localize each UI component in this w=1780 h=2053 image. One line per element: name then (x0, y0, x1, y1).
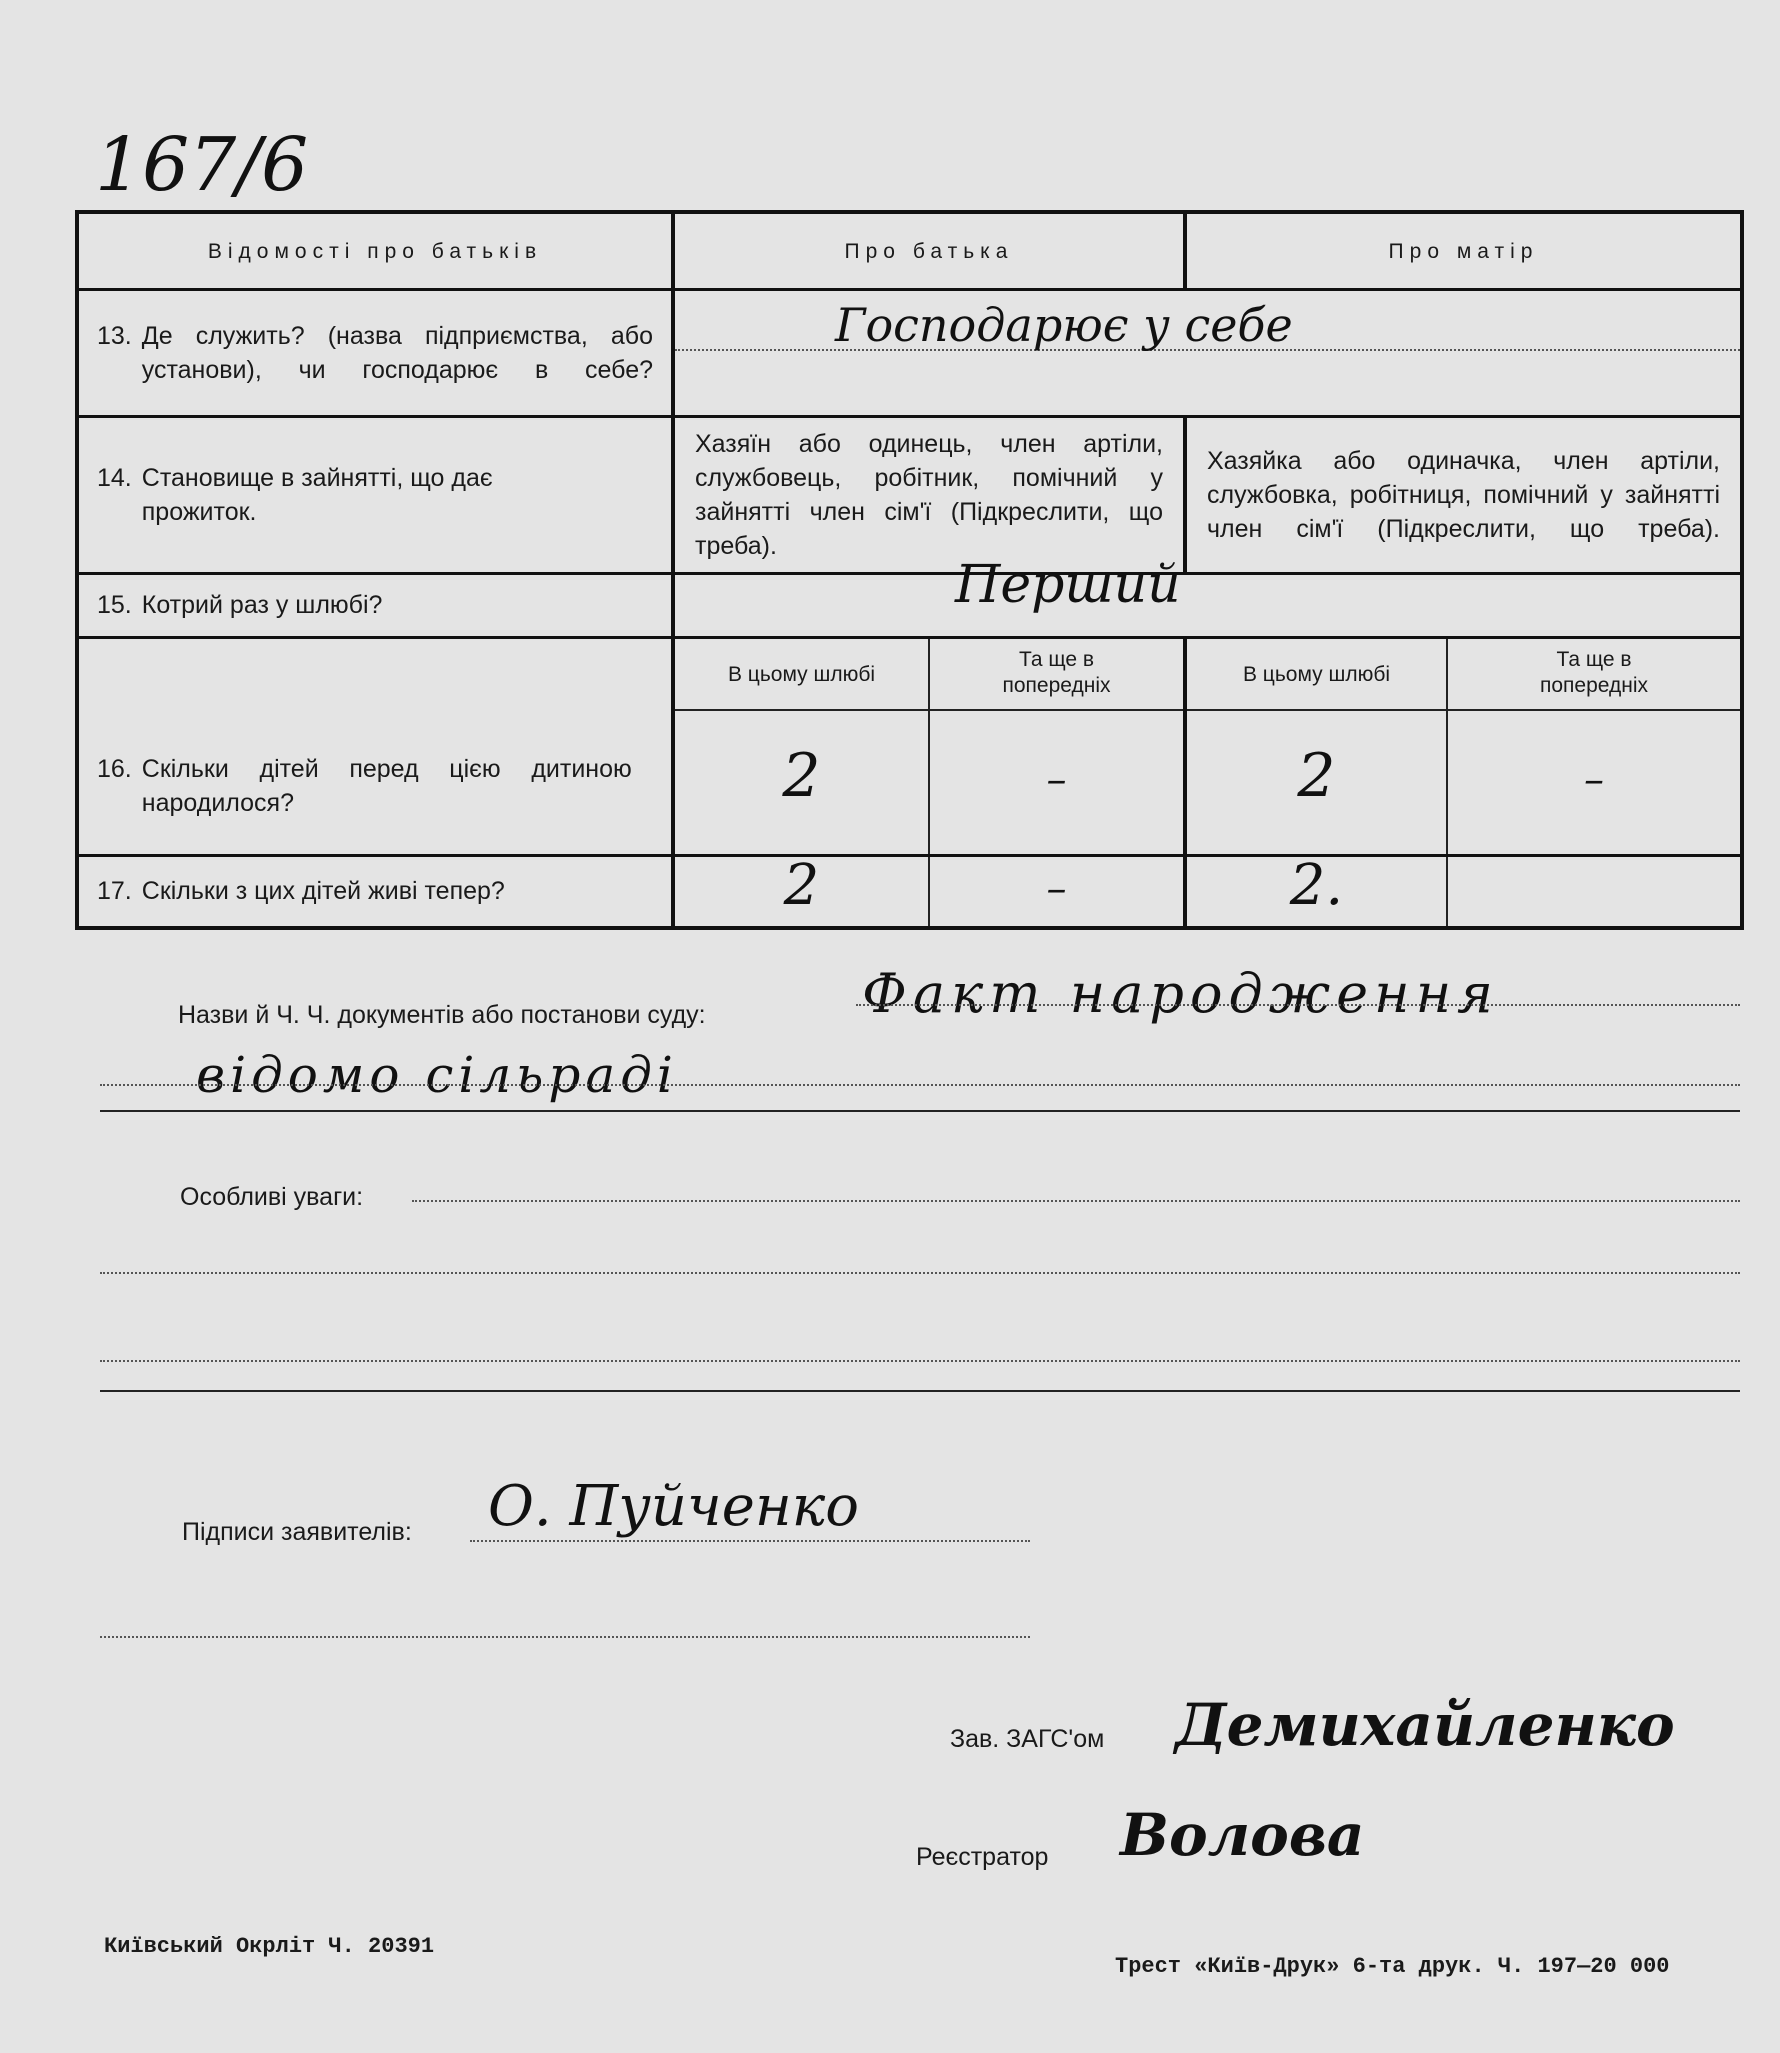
row-13-question: 13. Де служить? (назва підприємства, або установи), чи господарює в себе? (77, 290, 673, 417)
row-17-father-this: 2 (673, 855, 929, 928)
header-father: Про батька (673, 212, 1185, 290)
row-17-question: 17. Скільки з цих дітей живі тепер? (77, 855, 673, 928)
footer-right: Трест «Київ-Друк» 6-та друк. Ч. 197—20 000 (1115, 1954, 1670, 1979)
registrar-label: Реєстратор (916, 1843, 1049, 1871)
documents-label: Назви й Ч. Ч. документів або постанови суду: (178, 1001, 706, 1029)
subheader-father-this-marriage: В цьому шлюбі (673, 637, 929, 710)
row-13-answer (673, 290, 1742, 417)
header-parents-info: Відомості про батьків (77, 212, 673, 290)
row-16-father-this: 2 (673, 710, 929, 855)
row-15-answer-text: Перший (955, 554, 1181, 615)
archive-number: 167/6 (95, 122, 309, 208)
subheader-father-previous: Та ще в попередніх (929, 637, 1185, 710)
row-14-father-options: Хазяїн або одинець, член артіли, службовець, робітник, помічний у зайнятті член сім'ї (Підкреслити, що треба). (673, 416, 1185, 573)
row-14-mother-options: Хазяйка або одиначка, член артіли, службовка, робітниця, помічний у зайнятті член сім'ї (Підкреслити, що треба). (1185, 416, 1742, 573)
row-17-mother-previous (1447, 855, 1742, 928)
row-16-father-previous: – (929, 710, 1185, 855)
applicant-signature: О. Пуйченко (488, 1474, 859, 1539)
applicants-signature-label: Підписи заявителів: (182, 1518, 412, 1546)
row-17-father-previous: – (929, 855, 1185, 928)
row-13-answer-text: Господарює у себе (835, 298, 1293, 353)
registrar-signature: Волова (1120, 1801, 1365, 1869)
row-17-mother-this: 2. (1185, 855, 1447, 928)
subheader-mother-this-marriage: В цьому шлюбі (1185, 637, 1447, 710)
zags-head-label: Зав. ЗАГС'ом (950, 1725, 1105, 1753)
row-14-question: 14. Становище в зайнятті, що дає прожиток. (77, 416, 673, 573)
row-15-question: 15. Котрий раз у шлюбі? (77, 573, 673, 637)
row-16-mother-previous: – (1447, 710, 1742, 855)
zags-head-signature: Демихайленко (1175, 1691, 1675, 1759)
header-mother: Про матір (1185, 212, 1742, 290)
footer-left: Київський Окрліт Ч. 20391 (104, 1934, 435, 1959)
parents-info-table (75, 210, 1744, 930)
row-15-answer (673, 554, 1742, 637)
row-16-question: 16. Скільки дітей перед цією дитиною народилося? (77, 637, 673, 855)
row-16-mother-this: 2 (1185, 710, 1447, 855)
remarks-label: Особливі уваги: (180, 1183, 364, 1211)
documents-line1: Факт народження (862, 962, 1499, 1025)
documents-line2: відомо сільраді (196, 1046, 678, 1104)
subheader-mother-previous: Та ще в попередніх (1447, 637, 1742, 710)
